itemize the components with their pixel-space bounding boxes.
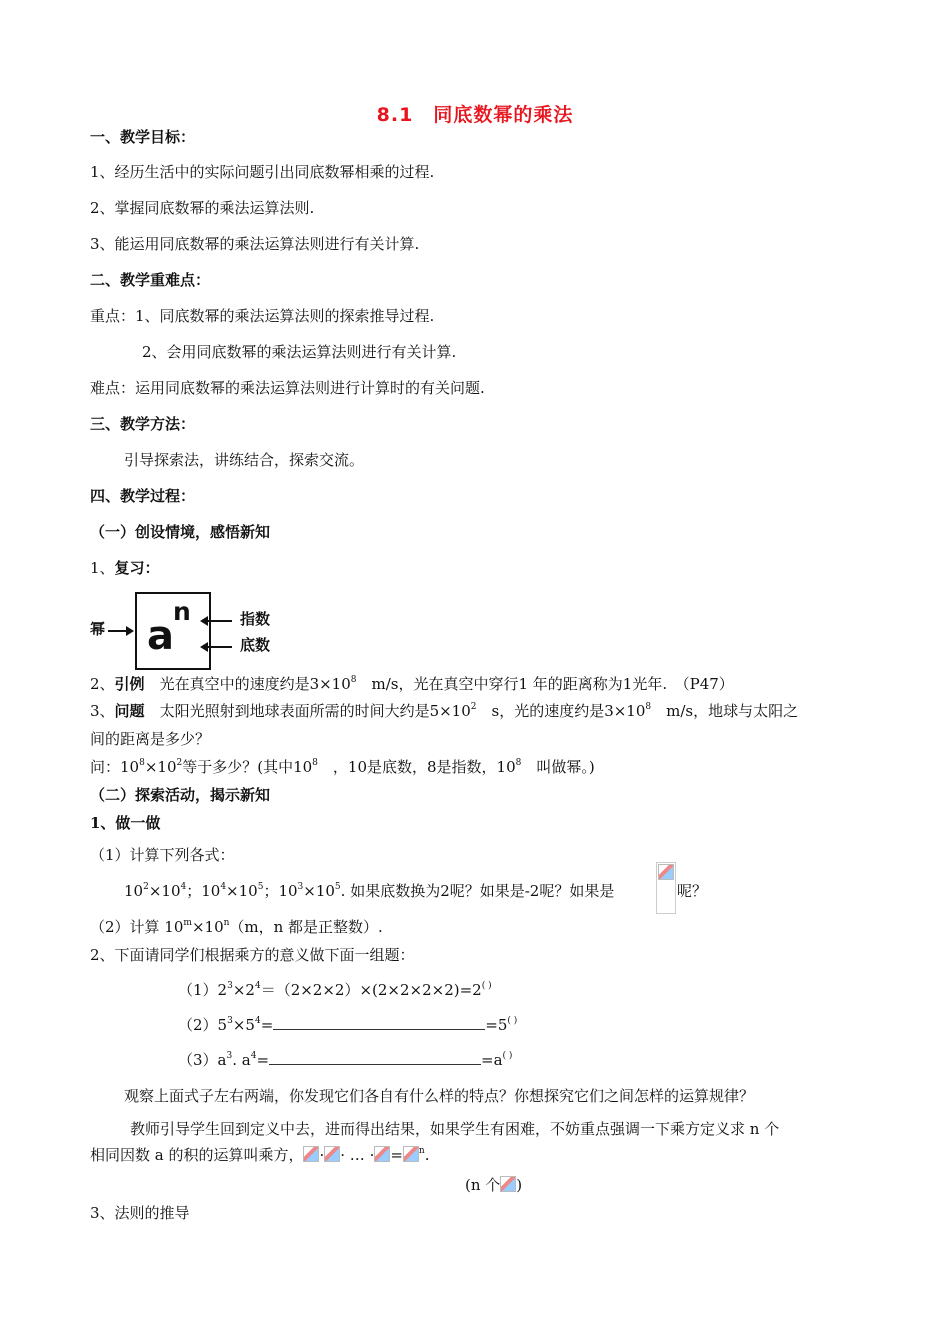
review-number: 1、 [90, 559, 115, 577]
problem-text: m/s，地球与太阳之 [651, 702, 799, 720]
expression-text: ×10 [148, 882, 181, 900]
exponent: 8 [645, 702, 652, 712]
power-label: 幂 [90, 620, 106, 638]
problem-line-2: 间的距离是多少？ [90, 730, 211, 748]
exponent-label: 指数 [240, 610, 271, 628]
n-factors-text: ) [516, 1176, 523, 1194]
question-text: 问：10 [90, 758, 140, 776]
answer-blank[interactable] [269, 1050, 481, 1065]
problem-label: 问题 [114, 702, 145, 720]
exponent: 3 [227, 1016, 233, 1026]
expression-text: ；10 [186, 882, 221, 900]
equation-text: = [256, 1051, 270, 1069]
problem-text: 太阳光照射到地球表面所需的时间大约是5×10 [144, 702, 471, 720]
key-point: 重点：1、同底数幂的乘法运算法则的探索推导过程. [90, 307, 435, 325]
objective-item: 2、掌握同底数幂的乘法运算法则. [90, 199, 315, 217]
broken-image-icon [500, 1176, 516, 1192]
exponent: 2 [470, 702, 477, 712]
equation-3 [178, 1050, 512, 1070]
exponent: 8 [139, 758, 145, 768]
exponent: 4 [250, 1051, 257, 1061]
teacher-guidance: 教师引导学生回到定义中去，进而得出结果，如果学生有困难，不妨重点强调一下乘方定义求 n 个 [130, 1120, 780, 1138]
exponent-arrow [202, 620, 232, 622]
problem-line [90, 701, 798, 721]
equation-text: ＝（2×2×2）×(2×2×2×2)=2 [260, 981, 482, 999]
expression-text: ×10 [226, 882, 258, 900]
exponent: ( ) [481, 981, 492, 991]
base-label: 底数 [240, 636, 271, 654]
dot-operator: · [319, 1146, 325, 1164]
exponent: n [418, 1146, 425, 1156]
review-line [90, 558, 160, 578]
broken-image-icon [303, 1146, 319, 1162]
calc-text: （m，n 都是正整数）. [229, 918, 383, 936]
section-heading-keypoints: 二、教学重难点： [90, 271, 211, 289]
broken-image-icon [403, 1146, 419, 1162]
subsection-heading: （二）探索活动，揭示新知 [90, 786, 271, 804]
equation-text: ×2 [232, 981, 255, 999]
question-text: ×10 [144, 758, 177, 776]
broken-image-icon [658, 864, 674, 880]
exponent: 5 [334, 882, 341, 892]
equals-sign: = [390, 1146, 403, 1164]
dot-operator: · … · [340, 1146, 375, 1164]
expression-text: ；10 [263, 882, 298, 900]
equation-text: （1）2 [178, 981, 228, 999]
power-arrow [108, 630, 132, 632]
objective-item: 3、能运用同底数幂的乘法运算法则进行有关计算. [90, 235, 420, 253]
exponent: 2 [143, 882, 149, 892]
activity-heading: 1、做一做 [90, 814, 161, 832]
calc-line [90, 917, 383, 937]
objective-item: 1、经历生活中的实际问题引出同底数幂相乘的过程. [90, 163, 435, 181]
question-text: 等于多少？(其中10 [182, 758, 313, 776]
teacher-text: . [424, 1146, 430, 1164]
methods-text: 引导探索法，讲练结合，探索交流。 [124, 451, 365, 469]
n-factors-text: (n 个 [465, 1176, 501, 1194]
exponent: 5 [257, 882, 264, 892]
equation-text: （2）5 [178, 1016, 228, 1034]
exponent: 8 [515, 758, 522, 768]
answer-blank[interactable] [273, 1015, 485, 1030]
example-label: 引例 [114, 675, 145, 693]
example-line [90, 674, 734, 694]
power-box [135, 592, 211, 670]
rule-derivation: 3、法则的推导 [90, 1204, 190, 1222]
section-heading-objectives: 一、教学目标： [90, 128, 196, 146]
teacher-text: 相同因数 a 的积的运算叫乘方， [90, 1146, 304, 1164]
exponent: ( ) [502, 1051, 513, 1061]
exponent: m [183, 918, 192, 928]
example-number: 2、 [90, 675, 115, 693]
exponent: n [223, 918, 230, 928]
equation-text: =a [481, 1051, 503, 1069]
exponent: 4 [254, 981, 261, 991]
key-point: 2、会用同底数幂的乘法运算法则进行有关计算. [142, 343, 457, 361]
n-factors-label [465, 1175, 522, 1195]
equation-text: . a [232, 1051, 251, 1069]
power-diagram [90, 590, 290, 670]
teacher-guidance-2 [90, 1145, 430, 1165]
base-arrow [202, 646, 232, 648]
exponent: 4 [220, 882, 227, 892]
equation-text: （3）a [178, 1051, 227, 1069]
section-heading-methods: 三、教学方法： [90, 415, 196, 433]
exponent: 3 [227, 981, 233, 991]
question-text: ，10是底数，8是指数，10 [317, 758, 516, 776]
problem-number: 3、 [90, 702, 115, 720]
exponent: 8 [312, 758, 318, 768]
page-title: 8.1 同底数幂的乘法 [376, 104, 574, 126]
exponent: 8 [350, 675, 357, 685]
group-instruction: 2、下面请同学们根据乘方的意义做下面一组题： [90, 946, 415, 964]
expression-line [124, 881, 614, 901]
expression-text: ×10 [303, 882, 335, 900]
image-placeholder [656, 862, 676, 914]
problem-text: s，光的速度约是3×10 [476, 702, 646, 720]
base-letter: a [147, 613, 174, 659]
broken-image-icon [374, 1146, 390, 1162]
equation-2 [178, 1015, 517, 1035]
review-label: 复习： [114, 559, 160, 577]
exponent: 4 [180, 882, 187, 892]
calc-instruction: （1）计算下列各式： [90, 846, 235, 864]
broken-image-icon [324, 1146, 340, 1162]
exponent-letter: n [173, 597, 191, 626]
equation-text: ×5 [232, 1016, 255, 1034]
calc-text: （2）计算 10 [90, 918, 184, 936]
example-text: 光在真空中的速度约是3×10 [144, 675, 351, 693]
exponent: 4 [254, 1016, 261, 1026]
expression-text: 10 [124, 882, 144, 900]
section-heading-process: 四、教学过程： [90, 487, 196, 505]
difficult-point: 难点：运用同底数幂的乘法运算法则进行计算时的有关问题. [90, 379, 485, 397]
expression-text: . 如果底数换为2呢？如果是-2呢？如果是 [340, 882, 615, 900]
exponent: 3 [226, 1051, 233, 1061]
example-text: m/s，光在真空中穿行1 年的距离称为1光年. （P47） [356, 675, 734, 693]
expression-text: 呢？ [677, 882, 708, 900]
exponent: 2 [176, 758, 183, 768]
equation-text: =5 [485, 1016, 508, 1034]
question-text: 叫做幂。) [521, 758, 595, 776]
equation-1 [178, 980, 492, 1000]
equation-text: = [260, 1016, 274, 1034]
exponent: 3 [297, 882, 304, 892]
subsection-heading: （一）创设情境，感悟新知 [90, 523, 271, 541]
exponent: ( ) [507, 1016, 518, 1026]
observe-text: 观察上面式子左右两端，你发现它们各自有什么样的特点？你想探究它们之间怎样的运算规律？ [124, 1087, 755, 1105]
question-line [90, 757, 595, 777]
calc-text: ×10 [191, 918, 224, 936]
